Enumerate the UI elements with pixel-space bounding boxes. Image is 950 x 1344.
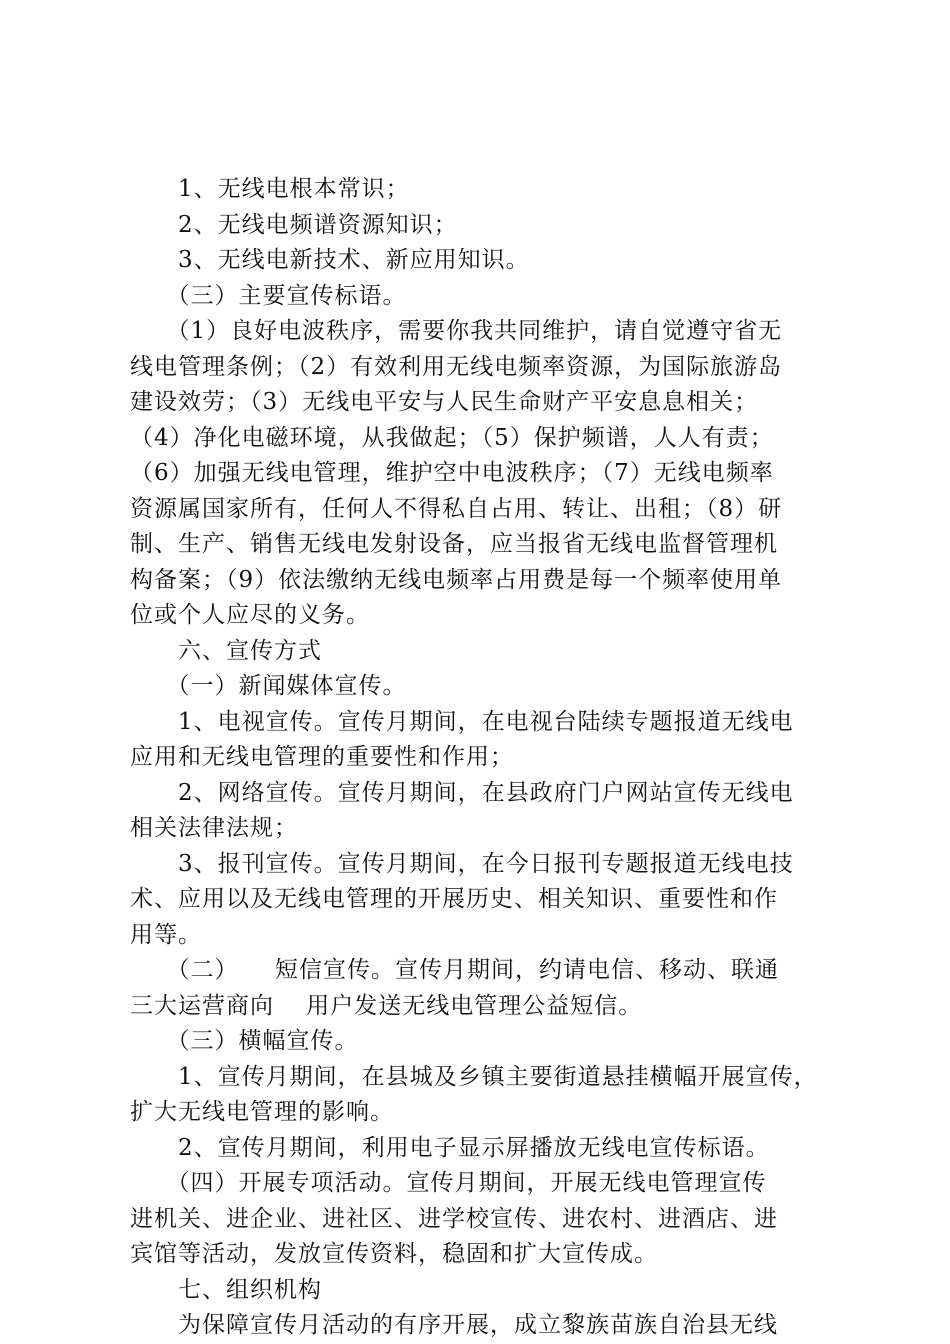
text-line: 位或个人应尽的义务。 [130,602,370,628]
section-heading: （三）横幅宣传。 [130,1028,359,1054]
section-heading: （一）新闻媒体宣传。 [130,673,407,699]
text-line: （四）开展专项活动。宣传月期间，开展无线电管理宣传 [130,1170,767,1196]
text-line: 扩大无线电管理的影响。 [130,1099,394,1125]
text-line: 相关法律法规； [130,815,298,841]
text-line: 2、网络宣传。宣传月期间，在县政府门户网站宣传无线电 [130,779,794,806]
text-line: 3、报刊宣传。宣传月期间，在今日报刊专题报道无线电技 [130,850,794,877]
text-line: （二） 短信宣传。宣传月期间，约请电信、移动、联通 [130,957,779,983]
text-line: 三大运营商向 用户发送无线电管理公益短信。 [130,992,643,1019]
text-line: 2、宣传月期间，利用电子显示屏播放无线电宣传标语。 [130,1134,770,1161]
section-heading: （三）主要宣传标语。 [130,282,407,309]
text-line: 应用和无线电管理的重要性和作用； [130,744,514,770]
section-heading: 七、组织机构 [130,1276,322,1303]
text-line: 为保障宣传月活动的有序开展，成立黎族苗族自治县无线 [130,1312,778,1338]
text-line: 宾馆等活动，发放宣传资料，稳固和扩大宣传成。 [130,1241,658,1267]
text-line: （4）净化电磁环境，从我做起；（5）保护频谱，人人有责； [130,424,774,451]
text-line: 资源属国家所有，任何人不得私自占用、转让、出租；（8）研 [130,495,783,522]
text-line: （6）加强无线电管理，维护空中电波秩序；（7）无线电频率 [130,460,774,486]
text-line: 2、无线电频谱资源知识； [130,211,458,238]
text-line: 制、生产、销售无线电发射设备，应当报省无线电监督管理机 [130,531,778,557]
section-heading: 六、宣传方式 [130,637,322,664]
text-line: 构备案；（9）依法缴纳无线电频率占用费是每一个频率使用单 [130,566,783,593]
text-line: 术、应用以及无线电管理的开展历史、相关知识、重要性和作 [130,886,778,912]
text-line: 1、无线电根本常识； [130,176,410,202]
text-line: 建设效劳；（3）无线电平安与人民生命财产平安息息相关； [130,389,759,415]
text-line: 1、电视宣传。宣传月期间，在电视台陆续专题报道无线电 [130,708,794,735]
text-line: 3、无线电新技术、新应用知识。 [130,247,530,273]
text-line: 线电管理条例；（2）有效利用无线电频率资源，为国际旅游岛 [130,353,783,380]
text-line: （1）良好电波秩序，需要你我共同维护，请自觉遵守省无 [130,318,783,344]
text-line: 进机关、进企业、进社区、进学校宣传、进农村、进酒店、进 [130,1205,778,1232]
text-line: 用等。 [130,921,202,948]
text-line: 1、宣传月期间，在县城及乡镇主要街道悬挂横幅开展宣传， [130,1063,818,1090]
document-body [130,172,835,1344]
